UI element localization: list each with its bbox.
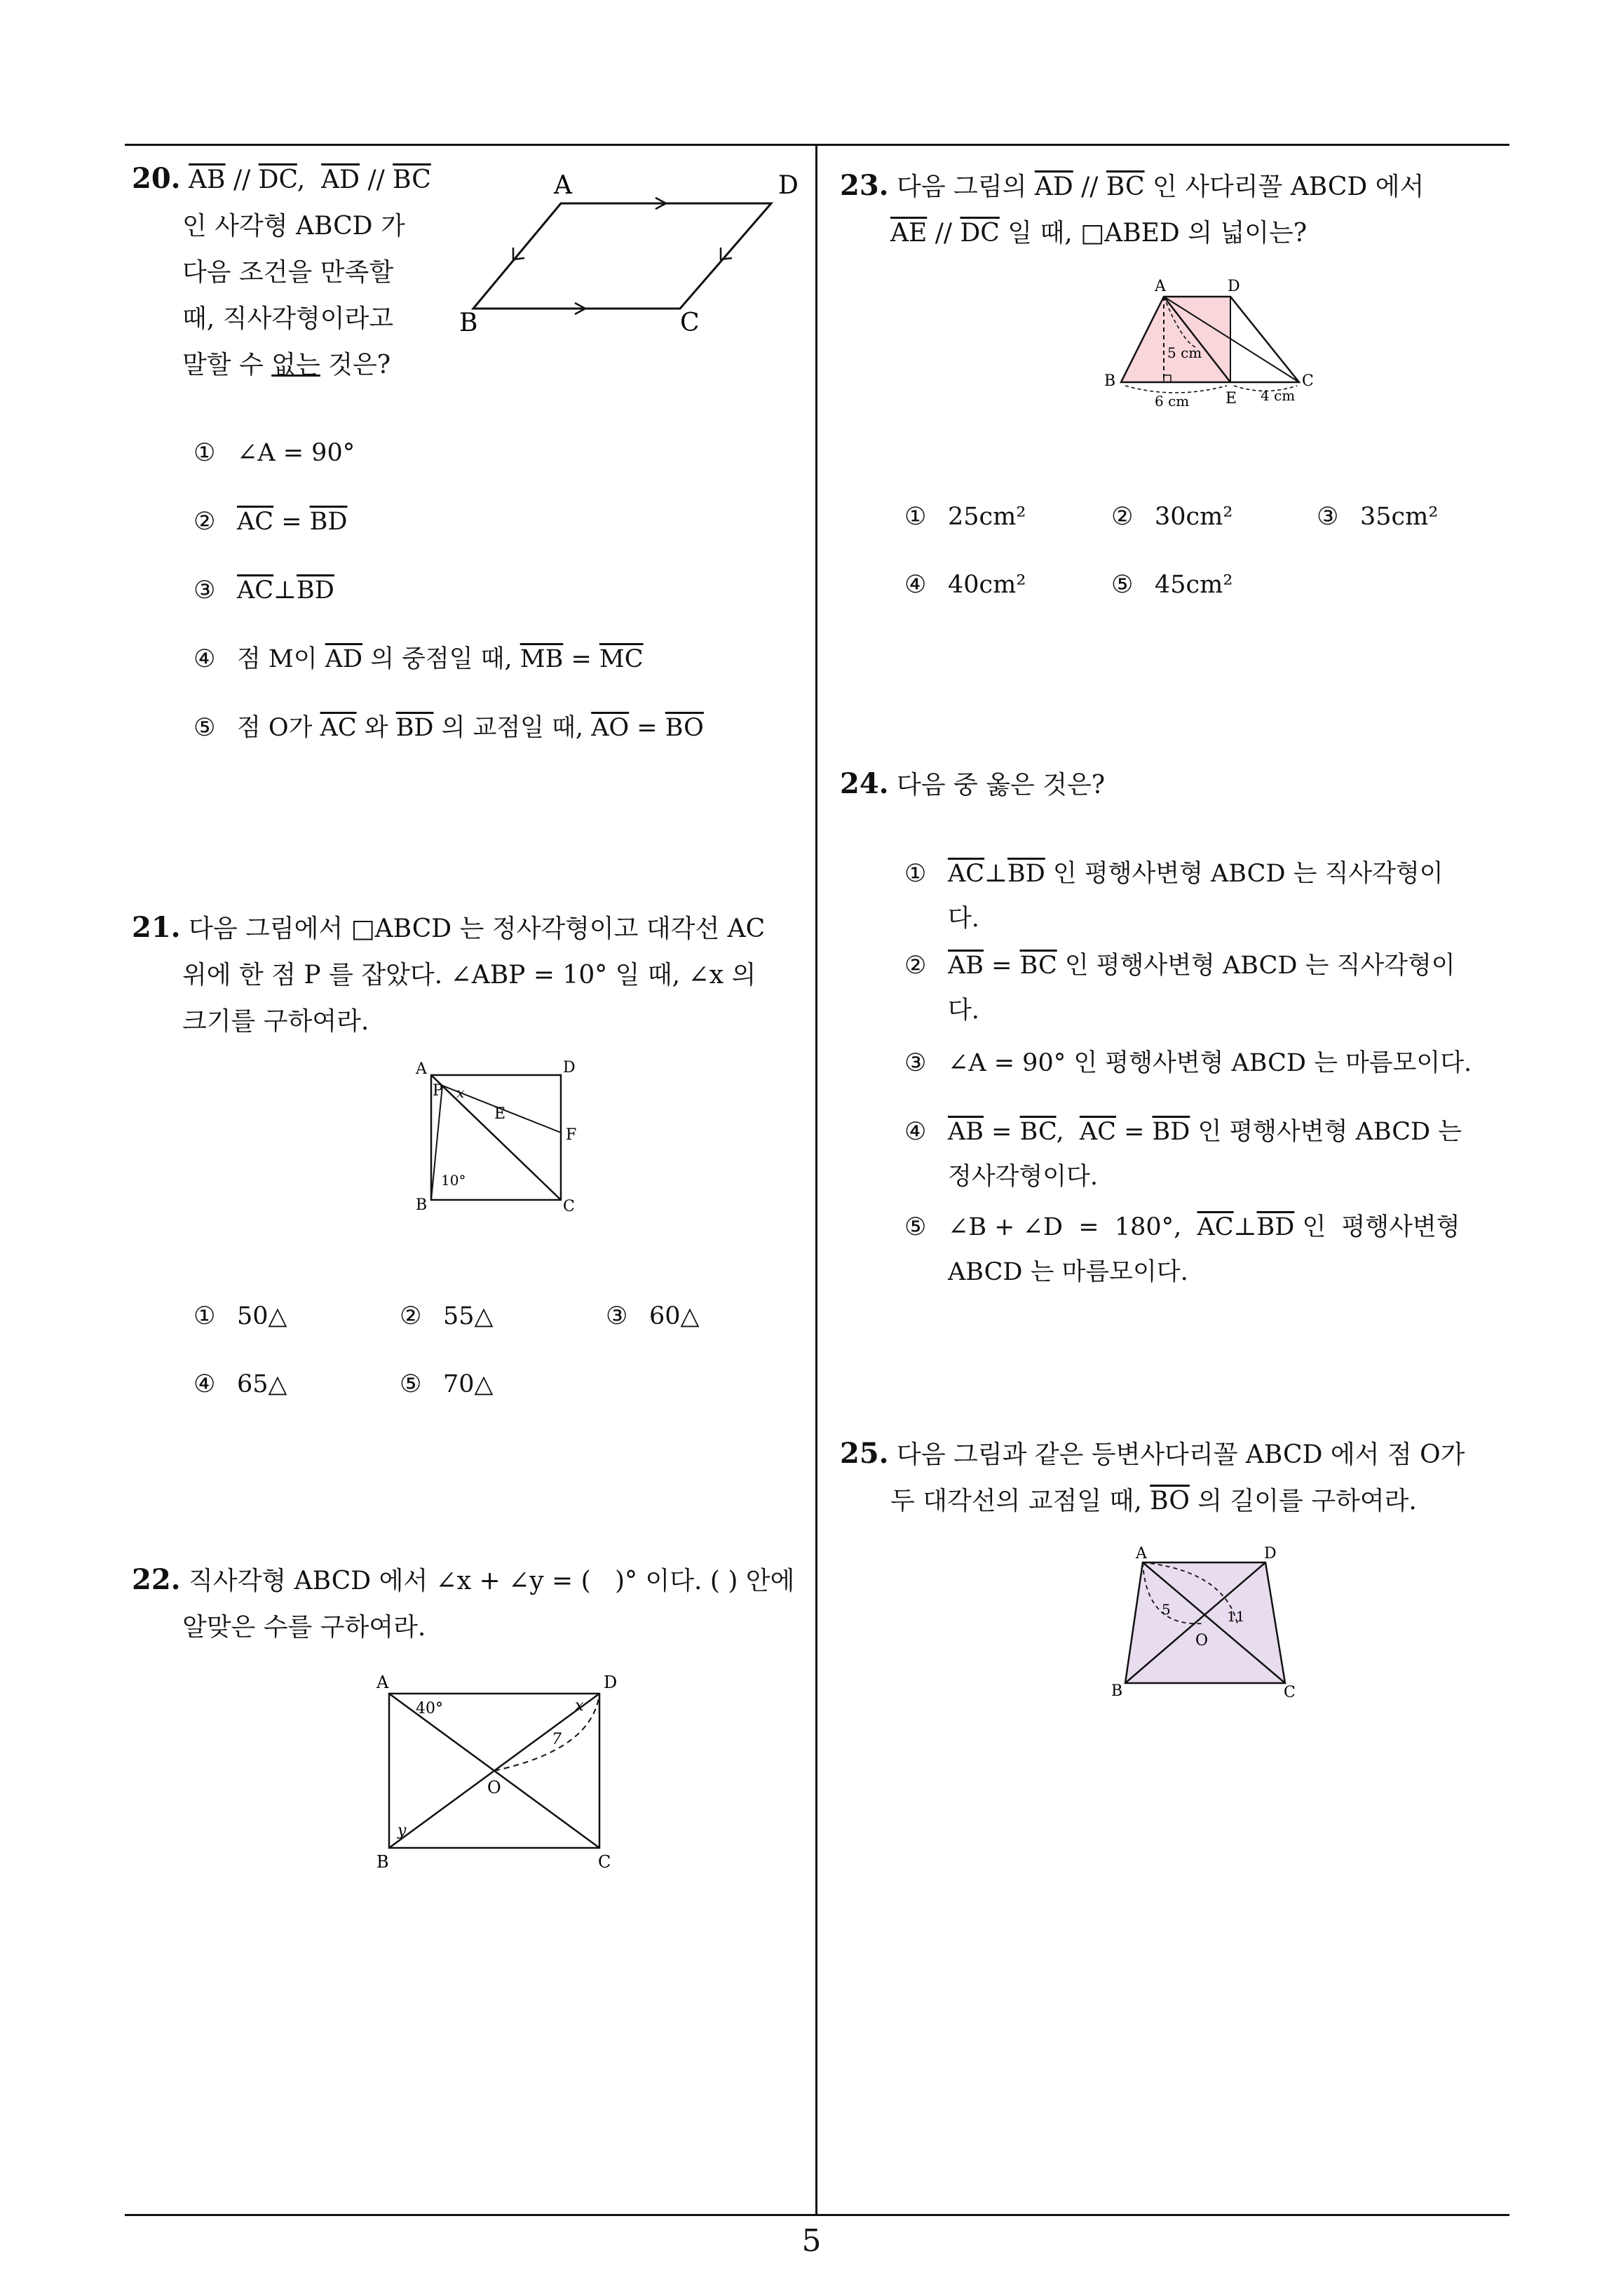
q20-parallelogram-figure [449, 168, 813, 337]
segment-dc: $\overline{DC}$ [960, 219, 1000, 248]
vertex-label-c: C [1284, 1684, 1296, 1701]
angle-label-x: x [456, 1084, 465, 1101]
vertex-label-c: C [680, 309, 700, 337]
angle-label-10: 10° [441, 1172, 466, 1189]
q21-stem [132, 905, 812, 1045]
vertex-label-d: D [778, 171, 799, 200]
text: , [1056, 1118, 1080, 1146]
choice-mark: ① [193, 1302, 216, 1330]
q20-stem-line5 [132, 342, 440, 389]
vertex-label-b: B [416, 1196, 428, 1214]
q21-choice-4[interactable] [193, 1369, 287, 1400]
text: 인 평행사변형 ABCD 는 직사각형이 [1045, 860, 1444, 888]
segment-ad: $\overline{AD}$ [1034, 173, 1073, 201]
text: 인 사다리꼴 ABCD 에서 [1144, 173, 1425, 201]
q20-choice-4[interactable] [193, 644, 644, 675]
choice-text: 70△ [443, 1370, 494, 1398]
page-number: 5 [801, 2223, 822, 2259]
text: 직사각형 ABCD 에서 ∠x + ∠y = ( )° 이다. ( ) 안에 [189, 1567, 795, 1595]
segment: $\overline{AC}$ [237, 508, 274, 536]
text: 다음 중 옳은 것은? [897, 771, 1106, 799]
column-divider [815, 144, 817, 2216]
text: 점 M이 [237, 645, 325, 673]
choice-text: ∠A = 90° [237, 439, 355, 467]
q23-choice-2[interactable] [1111, 501, 1232, 532]
vertex-label-d: D [1264, 1545, 1277, 1562]
q24-choice-4[interactable] [904, 1109, 1507, 1199]
vertex-label-a: A [554, 171, 572, 200]
q20-choice-3[interactable] [193, 575, 334, 606]
choice-mark: ⑤ [400, 1370, 422, 1398]
text: 다음 그림에서 □ABCD 는 정사각형이고 대각선 AC [189, 914, 766, 943]
q24-choice-3[interactable] [904, 1041, 1507, 1086]
segment-bc: $\overline{BC}$ [393, 166, 431, 194]
question-number: 22. [132, 1563, 181, 1596]
q21-choice-2[interactable] [400, 1301, 493, 1332]
height-label: 5 cm [1167, 344, 1202, 361]
segment: $\overline{BD}$ [309, 508, 348, 536]
text: = [273, 508, 310, 536]
text: ∠B + ∠D = 180°, [948, 1213, 1197, 1241]
shaded-region [1121, 297, 1230, 382]
vertex-label-a: A [1136, 1545, 1147, 1562]
vertex-label-c: C [563, 1198, 575, 1215]
vertex-label-d: D [604, 1673, 618, 1692]
q24-choice-2[interactable] [904, 943, 1507, 1033]
choice-mark: ② [1111, 503, 1134, 531]
point-label-e: E [1225, 390, 1237, 407]
segment: $\overline{BD}$ [395, 714, 434, 742]
choice-mark: ③ [904, 1049, 927, 1077]
vertex-label-b: B [376, 1852, 389, 1872]
center-label-o: O [1195, 1632, 1209, 1649]
text: 다음 그림의 [897, 173, 1035, 201]
segment: $\overline{AB}$ [948, 1118, 984, 1146]
segment: $\overline{BD}$ [296, 576, 334, 605]
segment: $\overline{AC}$ [948, 860, 985, 888]
choice-line: 다. [948, 997, 979, 1025]
length-label-11: 11 [1227, 1608, 1245, 1625]
vertex-label-c: C [1302, 372, 1314, 390]
text: 것은? [320, 351, 391, 379]
text: 다음 그림과 같은 등변사다리꼴 ABCD 에서 점 O가 [897, 1440, 1465, 1469]
angle-label-x: x [575, 1697, 584, 1715]
underlined-word: 없는 [271, 351, 320, 379]
q24-stem [840, 761, 1105, 809]
segment: $\overline{BD}$ [1007, 860, 1045, 888]
q23-choice-3[interactable] [1317, 501, 1438, 532]
segment-ab: $\overline{AB}$ [189, 166, 226, 194]
segment: $\overline{BC}$ [1019, 1118, 1057, 1146]
vertex-label-b: B [1111, 1682, 1123, 1700]
q23-choice-4[interactable] [904, 569, 1026, 600]
choice-line [904, 1041, 1507, 1086]
choice-mark: ③ [193, 576, 216, 605]
q23-choice-5[interactable] [1111, 569, 1232, 600]
text: 의 교점일 때, [433, 714, 592, 742]
q20-stem [132, 156, 440, 389]
choice-mark: ④ [193, 1370, 216, 1398]
q25-stem [840, 1431, 1506, 1525]
choice-mark: ② [400, 1302, 422, 1330]
segment: $\overline{AB}$ [948, 952, 984, 980]
q20-choice-2[interactable] [193, 506, 347, 537]
text: = [1115, 1118, 1153, 1146]
q20-stem-line4: 때, 직사각형이라고 [182, 304, 394, 333]
q21-choice-3[interactable] [606, 1301, 699, 1332]
text: 의 길이를 구하여라. [1189, 1487, 1417, 1515]
segment-bo: $\overline{BO}$ [1150, 1487, 1190, 1515]
q25-stem-line1 [840, 1431, 1506, 1478]
vertex-label-b: B [459, 309, 478, 337]
text: = [563, 645, 599, 673]
q22-stem-line2: 알맞은 수를 구하여라. [182, 1613, 426, 1642]
question-number: 24. [840, 767, 889, 800]
segment: $\overline{MB}$ [520, 645, 564, 673]
point-label-e: E [494, 1105, 506, 1123]
text: 두 대각선의 교점일 때, [890, 1487, 1150, 1515]
q20-stem-line1 [132, 156, 440, 203]
q24-choice-1[interactable] [904, 851, 1507, 941]
choice-mark: ③ [1317, 503, 1339, 531]
choice-mark: ② [904, 952, 927, 980]
text: = [629, 714, 665, 742]
segment: $\overline{AD}$ [325, 645, 363, 673]
text: 인 평행사변형 ABCD 는 직사각형이 [1057, 952, 1455, 980]
choice-line [904, 943, 1507, 988]
vertex-label-b: B [1104, 372, 1116, 390]
dimension-arc-be [1125, 386, 1227, 393]
text: = [984, 1118, 1020, 1146]
text: = [984, 952, 1020, 980]
q22-stem-line1 [132, 1557, 812, 1605]
segment: $\overline{BC}$ [1019, 952, 1057, 980]
q24-choice-5[interactable] [904, 1205, 1507, 1295]
parallel-sign: // [225, 166, 259, 194]
choice-mark: ⑤ [1111, 571, 1134, 599]
q23-stem-line2 [840, 210, 1506, 257]
angle-label-y: y [398, 1822, 407, 1839]
segment-dc: $\overline{DC}$ [258, 166, 297, 194]
choice-mark: ① [904, 860, 927, 888]
text: 말할 수 [182, 351, 272, 379]
choice-mark: ⑤ [193, 714, 216, 742]
q22-stem [132, 1557, 812, 1651]
choice-mark: ① [193, 439, 216, 467]
bottom-rule [125, 2214, 1509, 2216]
choice-text: 50△ [237, 1302, 287, 1330]
choice-line [904, 851, 1507, 896]
length-label-ec: 4 cm [1261, 387, 1296, 404]
point-label-p: P [433, 1082, 443, 1100]
choice-text: 25cm² [948, 503, 1026, 531]
text: 와 [356, 714, 396, 742]
q21-choice-5[interactable] [400, 1369, 493, 1400]
segment-ae: $\overline{AE}$ [890, 219, 928, 248]
vertex-label-a: A [376, 1673, 389, 1692]
q21-stem-line1 [132, 905, 812, 952]
parallel-sign: // [927, 219, 960, 248]
choice-mark: ① [904, 503, 927, 531]
q20-choice-5[interactable] [193, 713, 704, 743]
point-label-f: F [566, 1126, 577, 1144]
q22-rectangle-figure [368, 1666, 627, 1876]
segment: $\overline{MC}$ [599, 645, 644, 673]
segment: $\overline{BO}$ [665, 714, 704, 742]
question-number: 20. [132, 162, 181, 195]
choice-text: 60△ [649, 1302, 700, 1330]
q20-choice-1[interactable] [193, 438, 355, 468]
choice-mark: ③ [606, 1302, 628, 1330]
q21-stem-line3: 크기를 구하여라. [182, 1007, 369, 1036]
q23-choice-1[interactable] [904, 501, 1026, 532]
choice-text: 45cm² [1155, 571, 1233, 599]
text: ⊥ [273, 576, 297, 605]
center-label-o: O [487, 1778, 501, 1797]
length-label-7: 7 [552, 1731, 562, 1748]
choice-mark: ② [193, 508, 216, 536]
choice-mark: ④ [904, 1118, 927, 1146]
q21-square-figure [410, 1055, 592, 1217]
text: ⊥ [984, 860, 1007, 888]
q23-stem [840, 163, 1506, 257]
choice-line: 정사각형이다. [948, 1163, 1098, 1191]
segment: $\overline{AC}$ [320, 714, 357, 742]
question-number: 23. [840, 169, 889, 202]
vertex-label-d: D [563, 1059, 576, 1076]
choice-text: 35cm² [1360, 503, 1439, 531]
angle-label-40: 40° [416, 1700, 443, 1717]
question-number: 21. [132, 911, 181, 944]
text: 일 때, □ABED 의 넓이는? [999, 219, 1308, 248]
segment-ad: $\overline{AD}$ [321, 166, 360, 194]
vertex-label-a: A [1155, 278, 1166, 295]
segment: $\overline{AC}$ [237, 576, 274, 605]
choice-line: ABCD 는 마름모이다. [948, 1258, 1188, 1286]
choice-mark: ⑤ [904, 1213, 927, 1241]
q23-stem-line1 [840, 163, 1506, 210]
segment: $\overline{AC}$ [1079, 1118, 1116, 1146]
q20-stem-line2: 인 사각형 ABCD 가 [182, 212, 405, 241]
choice-line: 다. [948, 905, 979, 933]
length-label-be: 6 cm [1155, 393, 1190, 410]
q21-stem-line2: 위에 한 점 P 를 잡았다. ∠ABP = 10° 일 때, ∠x 의 [182, 961, 756, 990]
choice-text: 55△ [443, 1302, 494, 1330]
separator: , [297, 166, 322, 194]
vertex-label-d: D [1228, 278, 1240, 295]
parallelogram-shape [473, 203, 771, 309]
question-number: 25. [840, 1437, 889, 1470]
text: ∠A = 90° 인 평행사변형 ABCD 는 마름모이다. [948, 1049, 1472, 1077]
choice-text: 30cm² [1155, 503, 1233, 531]
text: 점 O가 [237, 714, 320, 742]
text: 인 평행사변형 [1294, 1213, 1460, 1241]
parallel-sign: // [1073, 173, 1106, 201]
segment-bc: $\overline{BC}$ [1106, 173, 1145, 201]
choice-line [904, 1205, 1507, 1250]
text: ⊥ [1233, 1213, 1257, 1241]
parallel-sign: // [360, 166, 393, 194]
text: 의 중점일 때, [362, 645, 520, 673]
choice-text: 40cm² [948, 571, 1026, 599]
choice-line [904, 1109, 1507, 1154]
q25-stem-line2 [840, 1478, 1506, 1525]
q20-stem-line3: 다음 조건을 만족할 [182, 258, 394, 287]
segment: $\overline{AC}$ [1197, 1213, 1234, 1241]
segment: $\overline{AO}$ [591, 714, 630, 742]
q21-choice-1[interactable] [193, 1301, 287, 1332]
segment: $\overline{BD}$ [1152, 1118, 1190, 1146]
segment: $\overline{BD}$ [1256, 1213, 1295, 1241]
length-label-5: 5 [1162, 1601, 1171, 1618]
choice-text: 65△ [237, 1370, 287, 1398]
q25-isosceles-trapezoid-figure [1104, 1536, 1301, 1704]
choice-mark: ④ [193, 645, 216, 673]
text: 인 평행사변형 ABCD 는 [1190, 1118, 1462, 1146]
choice-mark: ④ [904, 571, 927, 599]
q23-trapezoid-figure [1097, 270, 1322, 417]
vertex-label-a: A [416, 1060, 427, 1078]
vertex-label-c: C [598, 1852, 611, 1872]
